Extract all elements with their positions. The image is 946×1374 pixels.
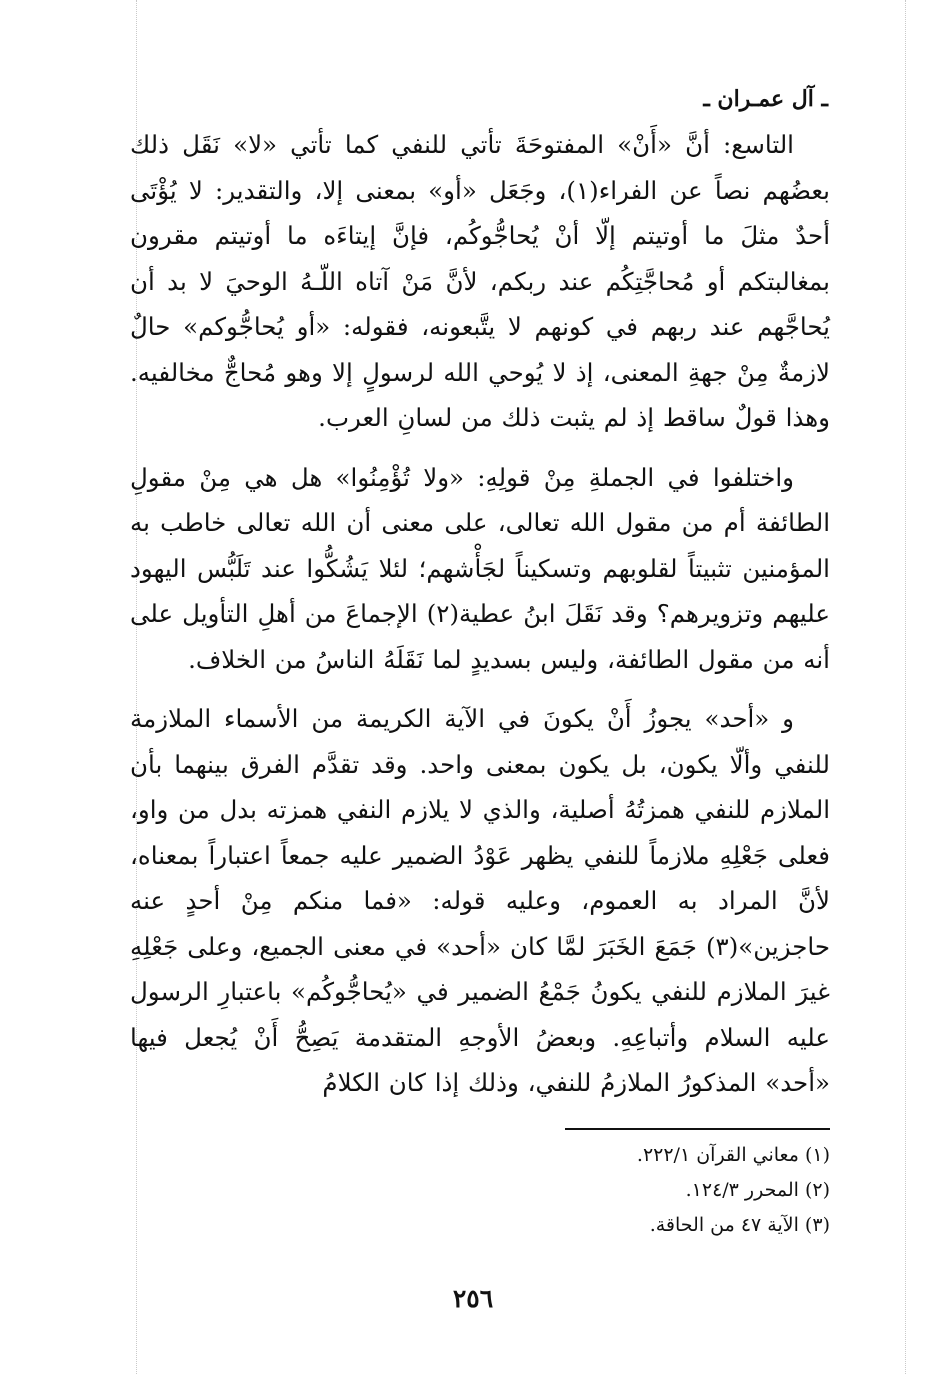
paragraph: و «أحد» يجوزُ أَنْ يكونَ في الآية الكريمة من الأسماء الملازمة للنفي وألّا يكون، بل يكون بمعنى واحد. وقد تقدَّم الفرق بينهما بأن الملازم للنفي همزتُهُ أصلية، والذي لا يلازم النفي همزته بدل من واو، فعلى جَعْلِهِ ملازماً للنفي يظهر عَوْدُ الضمير عليه جمعاً اعتباراً بمعناه، لأنَّ المراد به العموم، وعليه قوله: «فما منكم مِنْ أحدٍ عنه حاجزين»(٣) جَمَعَ الخَبَرَ لمَّا كان «أحد» في معنى الجميع، وعلى جَعْلِهِ غيرَ الملازم للنفي يكونُ جَمْعُ الضمير في «يُحاجُّوكُم» باعتبارِ الرسول عليه السلام وأتباعِهِ. وبعضُ الأوجهِ المتقدمة يَصِحُّ أَنْ يُجعل فيها «أحد» المذكورُ الملازمُ للنفي، وذلك إذا كان الكلامُ: [130, 704, 830, 1097]
footnotes: [130, 1138, 830, 1243]
scan-guide-line: [905, 0, 906, 1374]
page-number: ٢٥٦: [452, 1284, 494, 1313]
paragraph: التاسع: أنَّ «أَنْ» المفتوحَةَ تأتي للنفي كما تأتي «لا» نَقَل ذلك بعضُهم نصاً عن الفراء(١)، وجَعَل «أو» بمعنى إلا، والتقدير: لا يُؤْتَى أحدٌ مثلَ ما أوتيتم إلّا أنْ يُحاجُّوكُم، فإنَّ إيتاءَه ما أوتيتم مقرون بمغالبتكم أو مُحاجَّتِكُم عند ربكم، لأنَّ مَنْ آتاه اللّـهُ الوحيَ لا بد أن يُحاجَّهم عند ربهم في كونهم لا يتَّبعونه، فقوله: «أو يُحاجُّوكم» حالٌ لازمةٌ مِنْ جهةِ المعنى، إذ لا يُوحي الله لرسولٍ إلا وهو مُحاجٌّ مخالفيه. وهذا قولٌ ساقط إذ لم يثبت ذلك من لسانِ العرب.: [130, 130, 831, 432]
footnote: (١) معاني القرآن ٢٢٢/١.: [636, 1144, 830, 1166]
paragraph: واختلفوا في الجملةِ مِنْ قولِهِ: «ولا تُؤْمِنُوا» هل هي مِنْ مقولِ الطائفة أم من مقول الله تعالى، على معنى أن الله تعالى خاطب به المؤمنين تثبيتاً لقلوبهم وتسكيناً لجَأْشهم؛ لئلا يَشُكُّوا عند تَلَبُّس اليهود عليهم وتزويرهم؟ وقد نَقَلَ ابنُ عطية(٢) الإجماعَ من أهلِ التأويل على أنه من مقول الطائفة، وليس بسديدٍ لما نَقَلَهُ الناسُ من الخلاف.: [130, 462, 830, 674]
running-header: [0, 86, 946, 118]
chapter-title: ـ آل عمـران ـ: [703, 86, 828, 112]
footnote: (٣) الآية ٤٧ من الحاقة.: [649, 1214, 830, 1236]
footnote-separator: [565, 1128, 830, 1130]
footnote: (٢) المحرر ١٢٤/٣.: [685, 1179, 830, 1201]
main-text: [130, 122, 830, 1106]
